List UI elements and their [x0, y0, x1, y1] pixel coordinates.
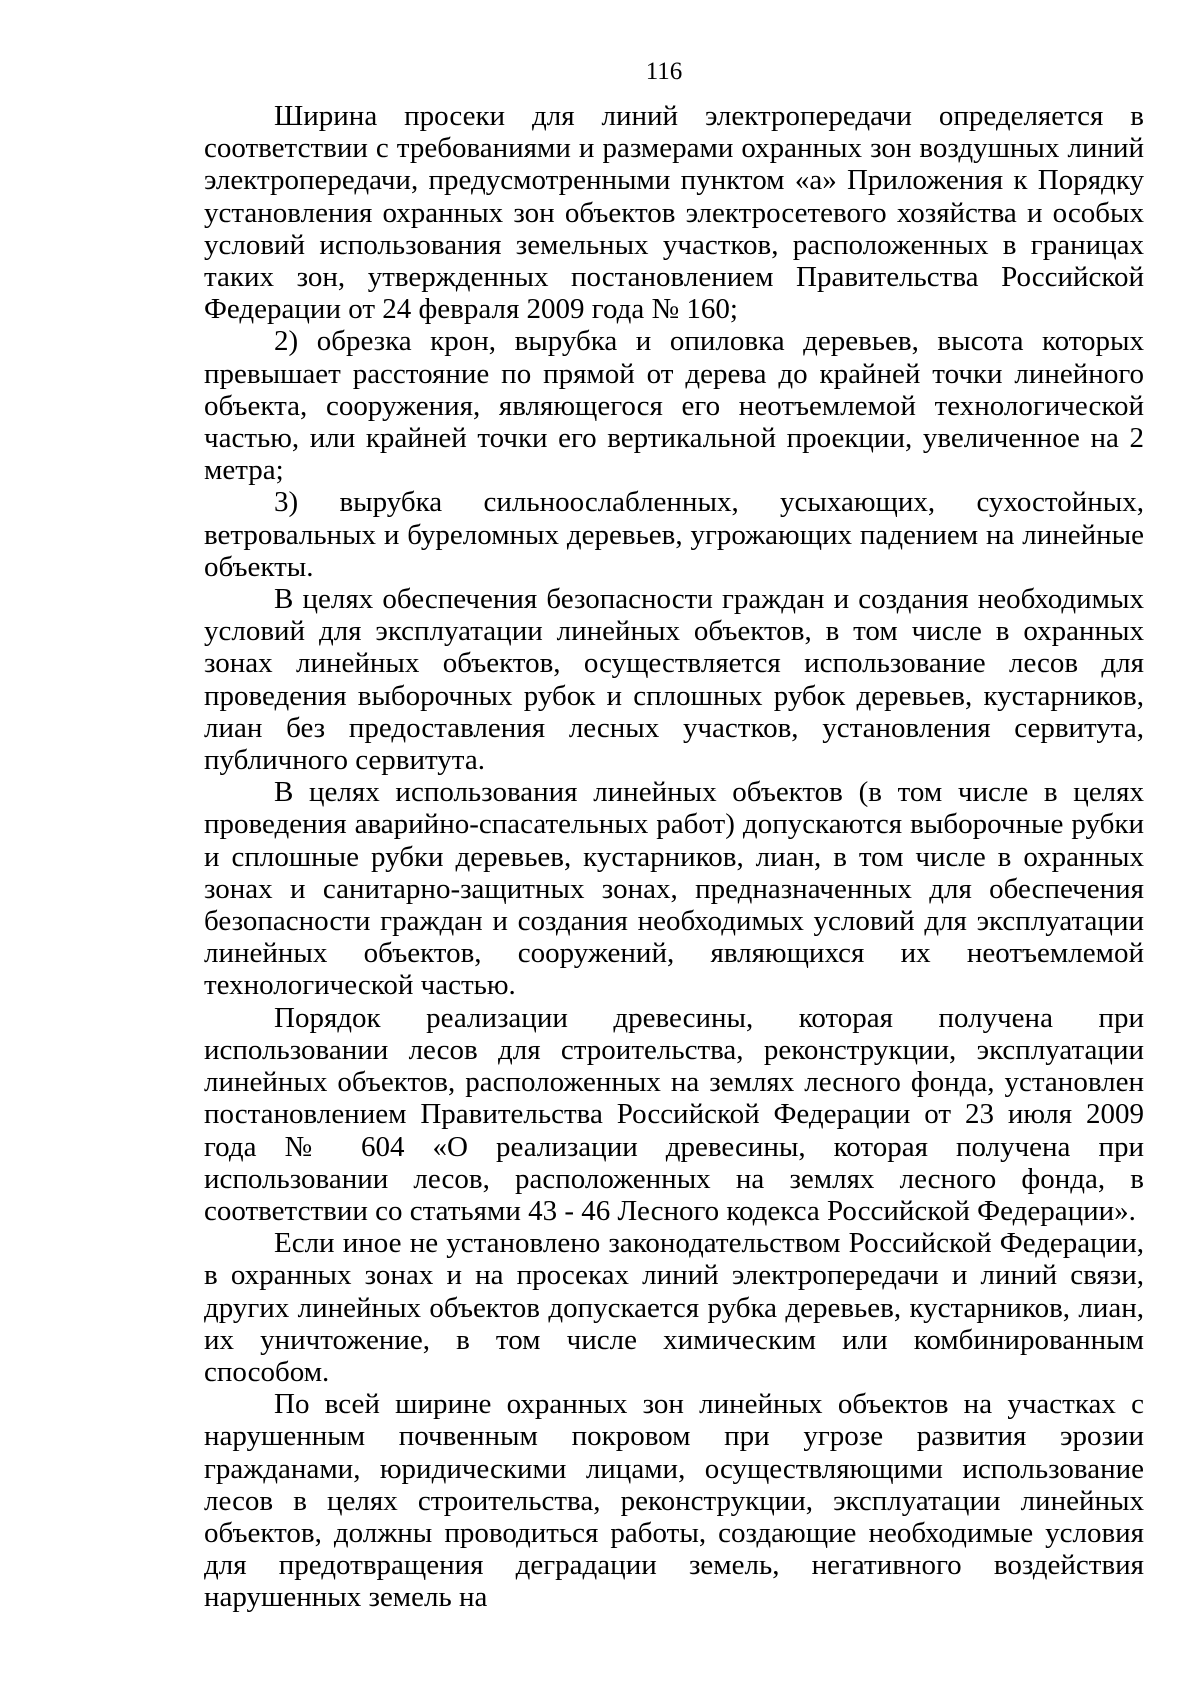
- paragraph: В целях обеспечения безопасности граждан и создания необходимых условий для эксплуатации линейных объектов, в том числе в охранных зонах линейных объектов, осуществляется использование лесов для проведения выборочных рубок и сплошных рубок деревьев, кустарников, лиан без предоставления лесных участков, установления сервитута, публичного сервитута.: [204, 583, 1144, 777]
- paragraph: Если иное не установлено законодательством Российской Федерации, в охранных зонах и на просеках линий электропередачи и линий связи, других линейных объектов допускается рубка деревьев, кустарников, лиан, их уничтожение, в том числе химическим или комбинированным способом.: [204, 1227, 1144, 1388]
- paragraph: В целях использования линейных объектов (в том числе в целях проведения аварийно-спасательных работ) допускаются выборочные рубки и сплошные рубки деревьев, кустарников, лиан, в том числе в охранных зонах и санитарно-защитных зонах, предназначенных для обеспечения безопасности граждан и создания необходимых условий для эксплуатации линейных объектов, сооружений, являющихся их неотъемлемой технологической частью.: [204, 776, 1144, 1002]
- page-number: 116: [645, 58, 683, 85]
- paragraph: По всей ширине охранных зон линейных объектов на участках с нарушенным почвенным покровом при угрозе развития эрозии гражданами, юридическими лицами, осуществляющими использование лесов в целях строительства, реконструкции, эксплуатации линейных объектов, должны проводиться работы, создающие необходимые условия для предотвращения деградации земель, негативного воздействия нарушенных земель на: [204, 1388, 1144, 1614]
- paragraph: 3) вырубка сильноослабленных, усыхающих, сухостойных, ветровальных и буреломных деревьев, угрожающих падением на линейные объекты.: [204, 486, 1144, 583]
- paragraph: Порядок реализации древесины, которая получена при использовании лесов для строительства, реконструкции, эксплуатации линейных объектов, расположенных на землях лесного фонда, установлен постановлением Правительства Российской Федерации от 23 июля 2009 года № 604 «О реализации древесины, которая получена при использовании лесов, расположенных на землях лесного фонда, в соответствии со статьями 43 - 46 Лесного кодекса Российской Федерации».: [204, 1001, 1144, 1227]
- document-body: [204, 100, 1144, 1614]
- paragraph: Ширина просеки для линий электропередачи определяется в соответствии с требованиями и размерами охранных зон воздушных линий электропередачи, предусмотренными пунктом «а» Приложения к Порядку установления охранных зон объектов электросетевого хозяйства и особых условий использования земельных участков, расположенных в границах таких зон, утвержденных постановлением Правительства Российской Федерации от 24 февраля 2009 года № 160;: [204, 100, 1144, 326]
- paragraph: 2) обрезка крон, вырубка и опиловка деревьев, высота которых превышает расстояние по прямой от дерева до крайней точки линейного объекта, сооружения, являющегося его неотъемлемой технологической частью, или крайней точки его вертикальной проекции, увеличенное на 2 метра;: [204, 325, 1144, 487]
